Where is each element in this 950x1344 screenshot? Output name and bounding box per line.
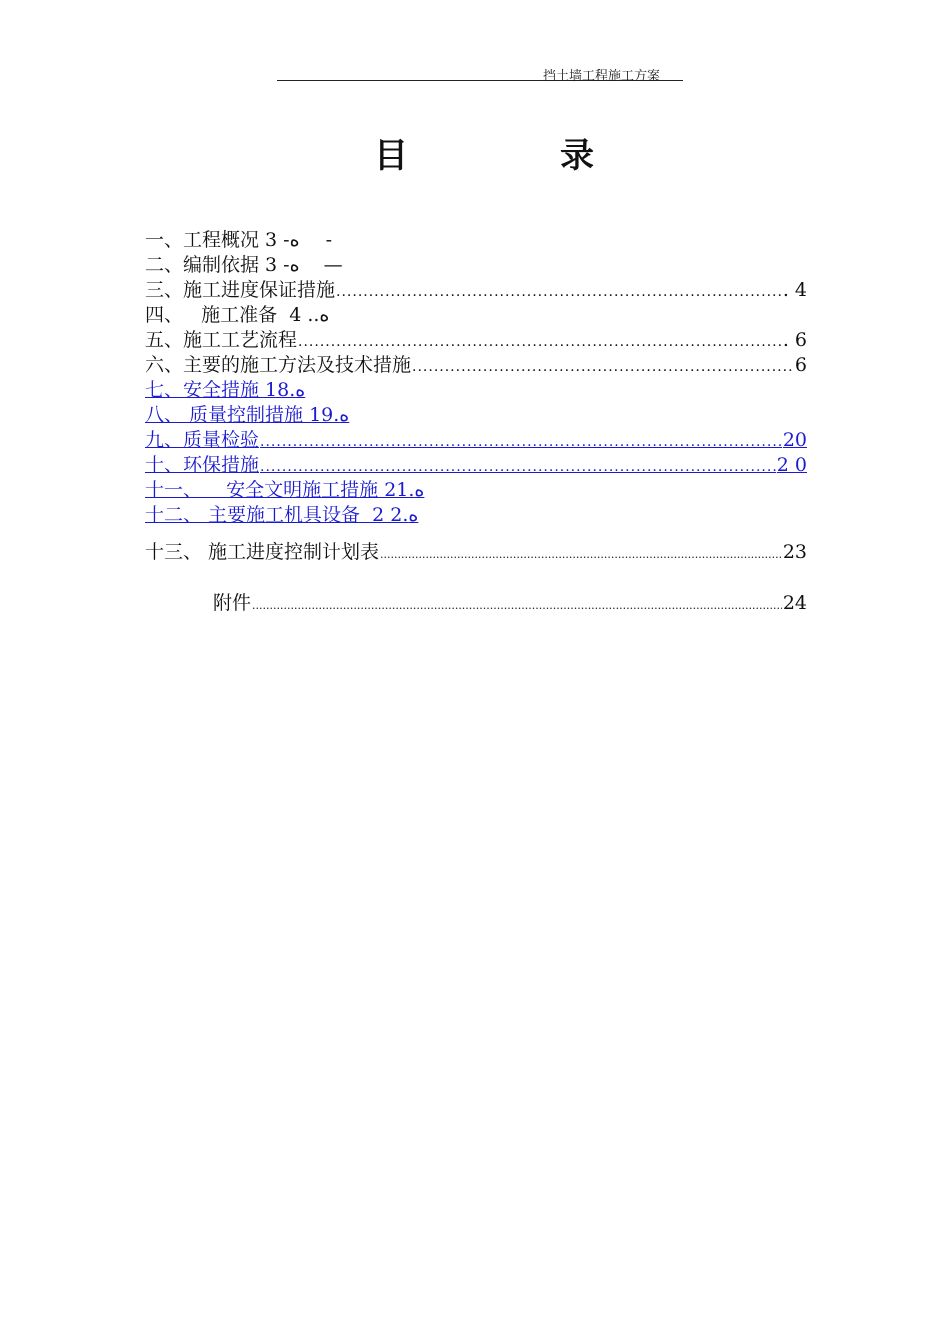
toc-item-1 — [145, 228, 807, 253]
toc-link-11[interactable] — [145, 478, 807, 503]
toc-item-3 — [145, 278, 807, 303]
title-char-2: 录 — [560, 136, 594, 176]
toc-page: 23 — [782, 541, 807, 563]
toc-link-12[interactable] — [145, 503, 807, 528]
toc-label[interactable]: 十二、 主要施工机具设备 2 2.ه — [145, 504, 419, 526]
toc-leader-dots — [412, 355, 794, 380]
toc-leader-dots — [380, 542, 782, 567]
header-title: 挡土墙工程施工方案 — [543, 69, 661, 84]
toc-item-4 — [145, 303, 807, 328]
toc-label[interactable]: 十、环保措施 — [145, 454, 260, 476]
toc-label: 一、工程概况 3 -ه — [145, 229, 300, 251]
toc-page: 24 — [782, 592, 807, 614]
toc-label: 附件 — [213, 592, 252, 614]
toc-label[interactable]: 九、质量检验 — [145, 429, 260, 451]
toc-item-5 — [145, 328, 807, 353]
toc-label: 十三、 施工进度控制计划表 — [145, 541, 380, 563]
toc-link-8[interactable] — [145, 403, 807, 428]
toc-item-6 — [145, 353, 807, 378]
toc-tail: - — [325, 229, 332, 251]
toc-leader-dots — [336, 280, 782, 305]
toc-label: 三、施工进度保证措施 — [145, 279, 336, 301]
toc-leader-dots — [298, 330, 782, 355]
toc-page[interactable]: 2 0 — [776, 454, 807, 476]
toc-item-13 — [145, 540, 807, 565]
toc-page: . 6 — [782, 329, 807, 351]
toc-label: 二、编制依据 3 -ه — [145, 254, 300, 276]
toc-label[interactable]: 七、安全措施 18.ه — [145, 379, 306, 401]
toc-link-10[interactable] — [145, 453, 807, 478]
toc-label[interactable]: 八、 质量控制措施 19.ه — [145, 404, 350, 426]
table-of-contents — [145, 228, 807, 616]
toc-page: 6 — [794, 354, 807, 376]
toc-label: 六、主要的施工方法及技术措施 — [145, 354, 412, 376]
toc-item-2 — [145, 253, 807, 278]
toc-page: . 4 — [782, 279, 807, 301]
toc-label[interactable]: 十一、 安全文明施工措施 21.ه — [145, 479, 425, 501]
toc-label: 五、施工工艺流程 — [145, 329, 298, 351]
page-title — [374, 128, 594, 177]
toc-item-14 — [145, 591, 807, 616]
toc-page[interactable]: 20 — [782, 429, 807, 451]
toc-link-9[interactable] — [145, 428, 807, 453]
toc-link-7[interactable] — [145, 378, 807, 403]
toc-leader-dots — [252, 593, 782, 618]
toc-leader-dots[interactable] — [260, 455, 776, 480]
toc-leader-dots[interactable] — [260, 430, 782, 455]
toc-tail: — — [323, 254, 343, 276]
toc-label: 四、 施工准备 4 ..ه — [145, 304, 330, 326]
title-char-1: 目 — [374, 136, 408, 176]
